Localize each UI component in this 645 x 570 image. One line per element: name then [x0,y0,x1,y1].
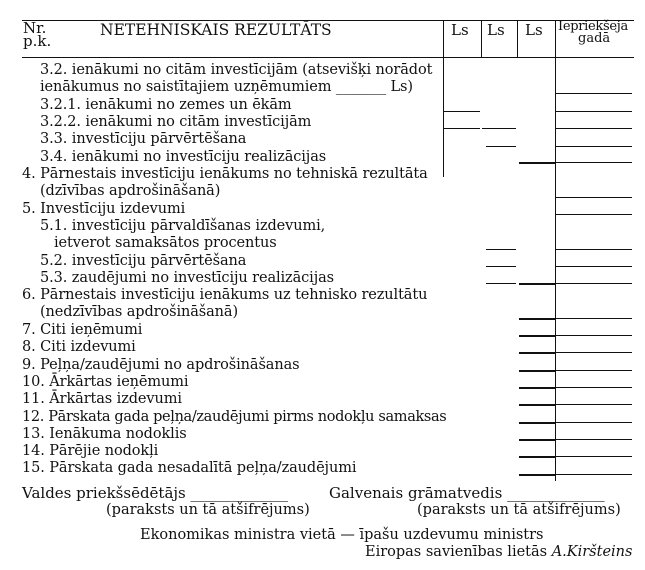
row-4: 4. Pārnestais investīciju ienākums no tehniskā rezultāta [22,166,428,182]
row-6: 6. Pārnestais investīciju ienākums uz tehnisko rezultātu [22,287,428,303]
blank-c4-5-1 [556,249,632,250]
blank-c4-14 [556,456,632,457]
header-col-ls-1: Ls [451,21,469,39]
row-13: 13. Ienākuma nodoklis [22,426,187,442]
blank-c4-4 [556,197,632,198]
header-prior-year-line1: Iepriekšējā [558,19,628,34]
blank-c2-5-1 [486,249,516,250]
signature-board-chair-note: (paraksts un tā atšifrējums) [106,502,310,518]
blank-c3-10 [519,387,555,389]
blank-c3-15 [519,474,555,476]
footer-eu-affairs-text: Eiropas savienības lietās [365,544,552,560]
blank-c4-13 [556,439,632,440]
footer-minister-name: A.Kiršteins [551,544,633,560]
blank-c4-5-3 [556,283,632,284]
row-5-1-cont: ietverot samaksātos procentus [54,235,277,251]
row-3-2-1: 3.2.1. ienākumi no zemes un ēkām [40,97,292,113]
blank-c4-9 [556,370,632,371]
blank-c3-7 [519,335,555,337]
header-col-ls-2: Ls [487,21,505,39]
blank-c4-7 [556,335,632,336]
row-3-2-cont: ienākumus no saistītajiem uzņēmumiem _______ Ls) [40,79,413,95]
blank-c4-10 [556,387,632,388]
blank-c2-3-2-2 [482,128,516,129]
blank-c4-5 [556,214,632,215]
header-col-ls-3: Ls [525,21,543,39]
blank-c4-3-2-2 [556,128,632,129]
blank-c3-11 [519,404,555,406]
header-prior-year-line2: gadā [578,31,611,46]
blank-c4-11 [556,404,632,405]
row-14: 14. Pārējie nodokļi [22,443,159,459]
blank-c4-6 [556,318,632,319]
row-5-3: 5.3. zaudējumi no investīciju realizācijas [40,270,334,286]
signature-chief-accountant-note: (paraksts un tā atšifrējums) [417,502,621,518]
blank-c3-12 [519,422,555,424]
row-3-2-2: 3.2.2. ienākumi no citām investīcijām [40,114,312,130]
body-divider-1 [443,57,444,177]
blank-c2-5-2 [486,266,516,267]
row-3-4: 3.4. ienākumi no investīciju realizācijas [40,149,327,165]
row-3-2: 3.2. ienākumi no citām investīcijām (atsevišķi norādot [40,62,433,78]
blank-c4-8 [556,352,632,353]
blank-c3-6 [519,318,555,320]
row-10: 10. Ārkārtas ieņēmumi [22,374,189,390]
row-6-cont: (nedzīvības apdrošināšanā) [40,304,239,320]
blank-c4-5-2 [556,266,632,267]
blank-c4-3-3 [556,146,632,147]
row-4-cont: (dzīvības apdrošināšanā) [40,183,221,199]
row-15: 15. Pārskata gada nesadalītā peļņa/zaudējumi [22,460,357,476]
blank-c4-12 [556,422,632,423]
blank-c4-15 [556,474,632,475]
blank-c3-14 [519,456,555,458]
row-3-3: 3.3. investīciju pārvērtēšana [40,131,247,147]
footer-eu-affairs-line [365,544,632,561]
blank-c4-3-2-1 [556,111,632,112]
blank-c1-3-2-1 [444,111,480,112]
blank-c3-13 [519,439,555,441]
row-12: 12. Pārskata gada peļņa/zaudējumi pirms nodokļu samaksas [22,409,447,425]
header-bottom-rule [22,57,634,58]
row-5-2: 5.2. investīciju pārvērtēšana [40,253,247,269]
body-divider-4 [555,57,556,481]
column-divider-2 [481,20,482,58]
blank-c3-9 [519,370,555,372]
blank-c2-3-3 [486,146,516,147]
row-9: 9. Peļņa/zaudējumi no apdrošināšanas [22,357,300,373]
column-divider-1 [443,20,444,58]
column-divider-4 [555,20,556,58]
header-pk: p.k. [23,32,52,50]
row-7: 7. Citi ieņēmumi [22,322,143,338]
row-11: 11. Ārkārtas izdevumi [22,391,182,407]
row-5-1: 5.1. investīciju pārvaldīšanas izdevumi, [40,218,326,234]
blank-c2-5-3 [486,283,516,284]
row-5: 5. Investīciju izdevumi [22,201,186,217]
column-divider-3 [517,20,518,58]
signature-chief-accountant: Galvenais grāmatvedis _____________ [329,484,605,502]
blank-c1-3-2-2 [444,128,480,129]
row-8: 8. Citi izdevumi [22,339,136,355]
footer-minister-line: Ekonomikas ministra vietā — īpašu uzdevumu ministrs [140,527,544,543]
blank-c3-3-4 [519,162,555,164]
blank-c4-3-4 [556,162,632,163]
header-title: NETEHNISKAIS REZULTĀTS [100,21,332,39]
blank-c3-8 [519,352,555,354]
header-nr: Nr. [23,19,47,37]
blank-c4-3-2 [556,93,632,94]
blank-c3-5-3 [519,283,555,285]
signature-board-chair: Valdes priekšsēdētājs _____________ [22,484,289,502]
